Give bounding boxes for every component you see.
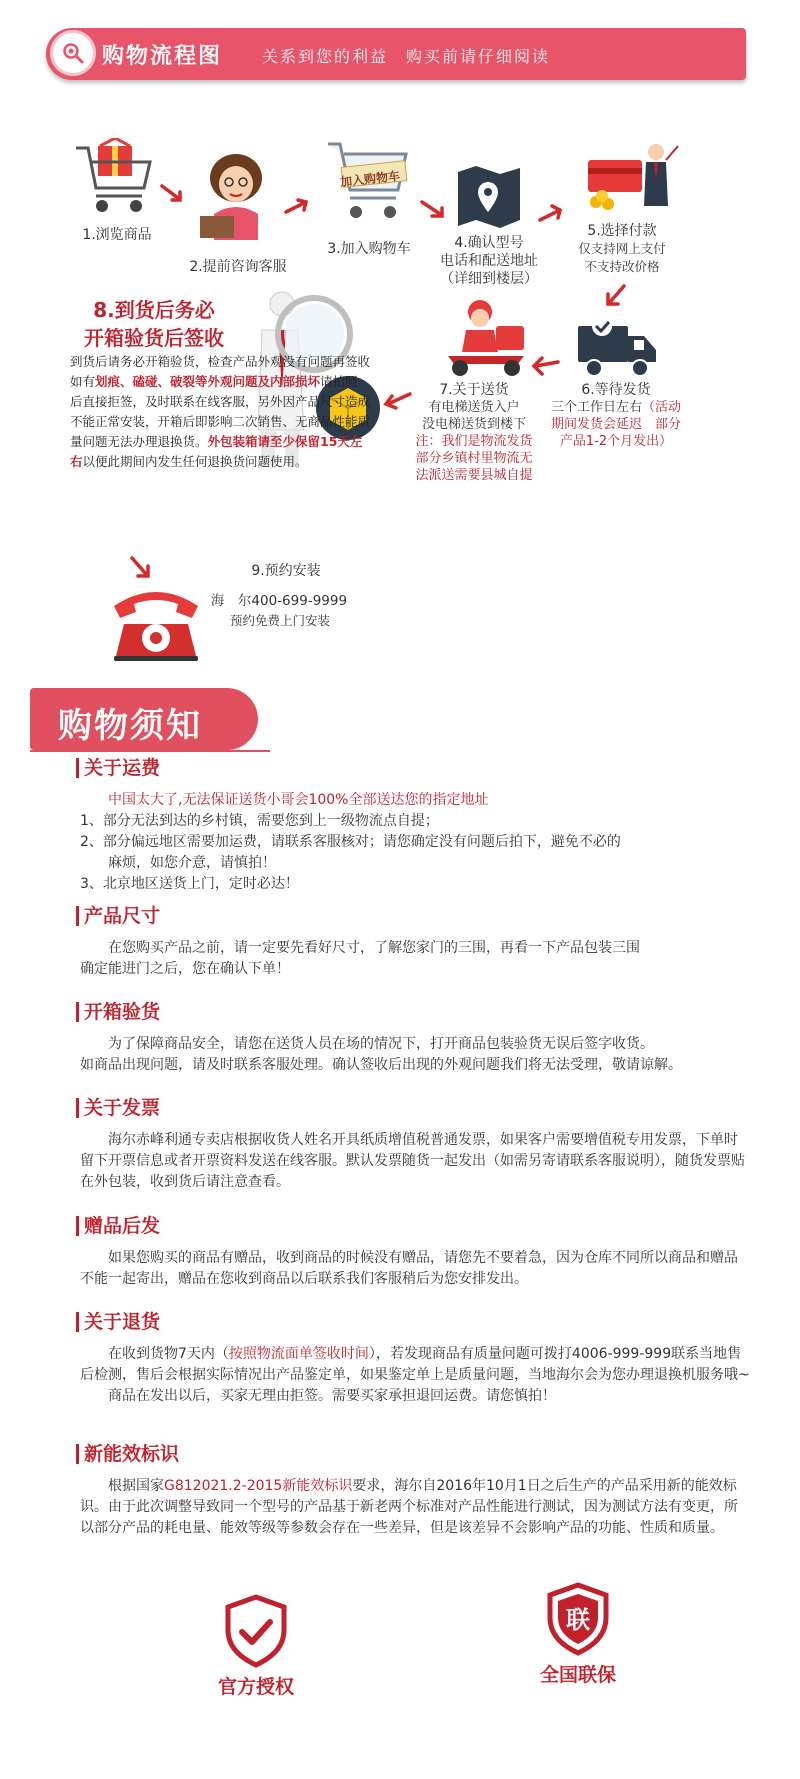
- banner-title: 购物流程图: [102, 44, 223, 69]
- invoice-text: 海尔赤峰利通专卖店根据收货人姓名开具纸质增值税普通发票，如果客户需要增值税专用发票，下单时留下开票信息或者开票资料发送在线客服。默认发票随货一起发出（如需另寄请联系客服说明），随货发票贴在外包装，收到货后请注意查看。: [80, 1132, 745, 1190]
- size-text-1: 在您购买产品之前，请一定要先看好尺寸，了解您家门的三围，再看一下产品包装三围: [108, 940, 640, 956]
- arrow-left-icon: [530, 352, 560, 376]
- returns-text-post: ），若发现商品有质量问题可拨打4006-999-999联系当地售后检测，售后会根据实际情况出产品鉴定单，如果鉴定单上是质量问题，当地海尔会为您办理退换机服务哦~: [80, 1346, 750, 1383]
- step-5-label: 5.选择付款: [587, 223, 657, 239]
- step-5-text: [564, 222, 680, 276]
- returns-text-pre: 在收到货物7天内（: [108, 1346, 229, 1362]
- step-8-emphasis-1: 划痕、磕碰、破裂等外观问题及内部损坏: [95, 374, 321, 389]
- section-title-returns: 关于退货: [76, 1312, 160, 1332]
- section-title-size: 产品尺寸: [76, 906, 160, 926]
- step-4-label: 4.确认型号: [454, 235, 524, 251]
- returns-text-em: 按照物流面单签收时间: [228, 1346, 369, 1362]
- step-7-note3: 法派送需要县城自提: [415, 468, 533, 483]
- step-7-label: 7.关于送货: [439, 382, 509, 398]
- step-8-emphasis-2: 外包装箱请至少保留15天左右: [70, 434, 363, 469]
- step-6-line2: 三个工作日左右: [550, 400, 642, 415]
- arrow-right-icon: [284, 196, 314, 220]
- energy-text-em: G812021.2-2015新能效标识: [164, 1478, 353, 1494]
- step-7-line2: 有电梯送货入户: [428, 400, 520, 415]
- step-8-text-1: 到货后请务必开箱验货，检查产品外观没有问题再签收如有: [70, 354, 371, 389]
- shield-char: 联: [566, 1606, 590, 1634]
- step-9-label: 9.预约安装: [251, 563, 321, 579]
- arrow-down-icon: [600, 284, 630, 308]
- shipping-item-2: 2、部分偏远地区需要加运费，请联系客服核对；请您确定没有问题后拍下，避免不必的: [80, 834, 621, 850]
- step-6-note1: （活动: [642, 400, 682, 415]
- section-title-energy: 新能效标识: [76, 1444, 179, 1464]
- section-title-shipping: 关于运费: [76, 758, 160, 778]
- shipping-item-2-cont: 麻烦，如您介意，请慎拍！: [108, 855, 276, 871]
- section-title-gifts: 赠品后发: [76, 1216, 160, 1236]
- step-9-phone: 海 尔400-699-9999: [210, 593, 348, 609]
- section-body-inspection: [80, 1034, 750, 1076]
- shield-warranty-icon: [546, 1582, 610, 1656]
- step-4-line2: 电话和配送地址: [440, 253, 538, 269]
- energy-text-pre: 根据国家: [108, 1478, 164, 1494]
- section-title-inspection: 开箱验货: [76, 1002, 160, 1022]
- shopping-cart-icon: [72, 138, 158, 214]
- step-7-note1: 注：我们是物流发货: [415, 434, 533, 449]
- step-8-title-line2: 开箱验货后签收: [84, 326, 224, 350]
- step-6-text: [540, 382, 692, 450]
- notice-title: 购物须知: [58, 706, 202, 746]
- section-body-shipping: [80, 790, 750, 895]
- flow-banner: [46, 28, 746, 80]
- badge-national-warranty: [508, 1582, 648, 1687]
- step-9-note: 预约免费上门安装: [229, 613, 330, 628]
- step-6-note2: 期间发货会延迟 部分: [550, 417, 681, 432]
- shipping-highlight: 中国太大了,无法保证送货小哥会100%全部送达您的指定地址: [108, 792, 489, 808]
- section-body-invoice: [80, 1130, 750, 1193]
- step-3-label: 3.加入购物车: [327, 241, 411, 257]
- arrow-down-icon: [128, 556, 158, 580]
- step-2-label: 2.提前咨询客服: [189, 259, 287, 275]
- badge-warranty-label: 全国联保: [539, 1664, 616, 1686]
- badge-official-label: 官方授权: [217, 1676, 294, 1698]
- step-4-text: [432, 234, 546, 288]
- size-text-2: 确定能进门之后，您在确认下单！: [80, 961, 290, 977]
- map-pin-icon: [456, 166, 522, 228]
- step-5-line3: 不支持改价格: [584, 259, 660, 274]
- banner-subtitle: 关系到您的利益 购买前请仔细阅读: [262, 47, 551, 66]
- step-7-note2: 部分乡镇村里物流无: [415, 451, 533, 466]
- shield-check-icon: [224, 1594, 288, 1668]
- notice-divider: [30, 750, 270, 752]
- shipping-item-1: 1、部分无法到达的乡村镇，需要您到上一级物流点自提；: [80, 813, 439, 829]
- delivery-scooter-icon: [440, 296, 532, 378]
- payment-icon: [584, 140, 680, 214]
- step-4-line3: （详细到楼层）: [440, 271, 538, 287]
- step-8-title: [70, 296, 238, 352]
- step-8-text-3: 以便此期间内发生任何退换货问题使用。: [82, 454, 308, 469]
- arrow-left-icon: [382, 388, 412, 412]
- step-1-label: 1.浏览商品: [82, 227, 152, 243]
- shipping-item-3: 3、北京地区送货上门，定时必达！: [80, 876, 299, 892]
- section-body-energy: [80, 1476, 750, 1539]
- step-7-text: [404, 382, 544, 484]
- search-icon: [50, 30, 96, 76]
- arrow-right-icon: [420, 196, 450, 220]
- energy-text-post: 要求，海尔自2016年10月1日之后生产的产品采用新的能效标识。由于此次调整导致同一个型号的产品基于新老两个标准对产品性能进行测试，因为测试方法有变更，所以部分产品的耗电量、能效等级等参数会存在一些差异，但是该差异不会影响产品的功能、性质和质量。: [80, 1478, 738, 1536]
- step-7-line3: 没电梯送货到楼下: [421, 417, 526, 432]
- step-5-line2: 仅支持网上支付: [578, 241, 666, 256]
- gifts-text: 如果您购买的商品有赠品，收到商品的时候没有赠品，请您先不要着急，因为仓库不同所以商品和赠品不能一起寄出，赠品在您收到商品以后联系我们客服稍后为您安排发出。: [80, 1250, 738, 1287]
- section-body-returns: [80, 1344, 750, 1407]
- step-8-title-line1: 8.到货后务必: [93, 298, 215, 322]
- add-to-cart-sign: 加入购物车: [339, 168, 401, 190]
- customer-service-icon: [196, 150, 274, 242]
- badge-official-authorization: [186, 1594, 326, 1699]
- section-body-size: [80, 938, 750, 980]
- arrow-right-icon: [160, 180, 190, 204]
- inspection-text-2: 如商品出现问题，请及时联系客服处理。确认签收后出现的外观问题我们将无法受理，敬请谅解。: [80, 1057, 682, 1073]
- delivery-truck-icon: [576, 316, 658, 378]
- step-8-text-2: 请拍照后直接拒签，及时联系在线客服，另外因产品尺寸造成不能正常安装，开箱后即影响二次销售、无商品性能质量问题无法办理退换货。: [70, 374, 371, 449]
- section-body-gifts: [80, 1248, 750, 1290]
- step-6-label: 6.等待发货: [581, 382, 651, 398]
- section-title-invoice: 关于发票: [76, 1098, 160, 1118]
- telephone-icon: [108, 584, 204, 662]
- returns-text-extra: 商品在发出以后，买家无理由拒签。需要买家承担退回运费。请您慎拍！: [108, 1388, 556, 1404]
- inspection-text-1: 为了保障商品安全，请您在送货人员在场的情况下，打开商品包装验货无误后签字收货。: [108, 1036, 654, 1052]
- step-6-note3: 产品1-2个月发出）: [559, 434, 673, 449]
- notice-header: [30, 688, 258, 750]
- step-8-body: [70, 352, 370, 472]
